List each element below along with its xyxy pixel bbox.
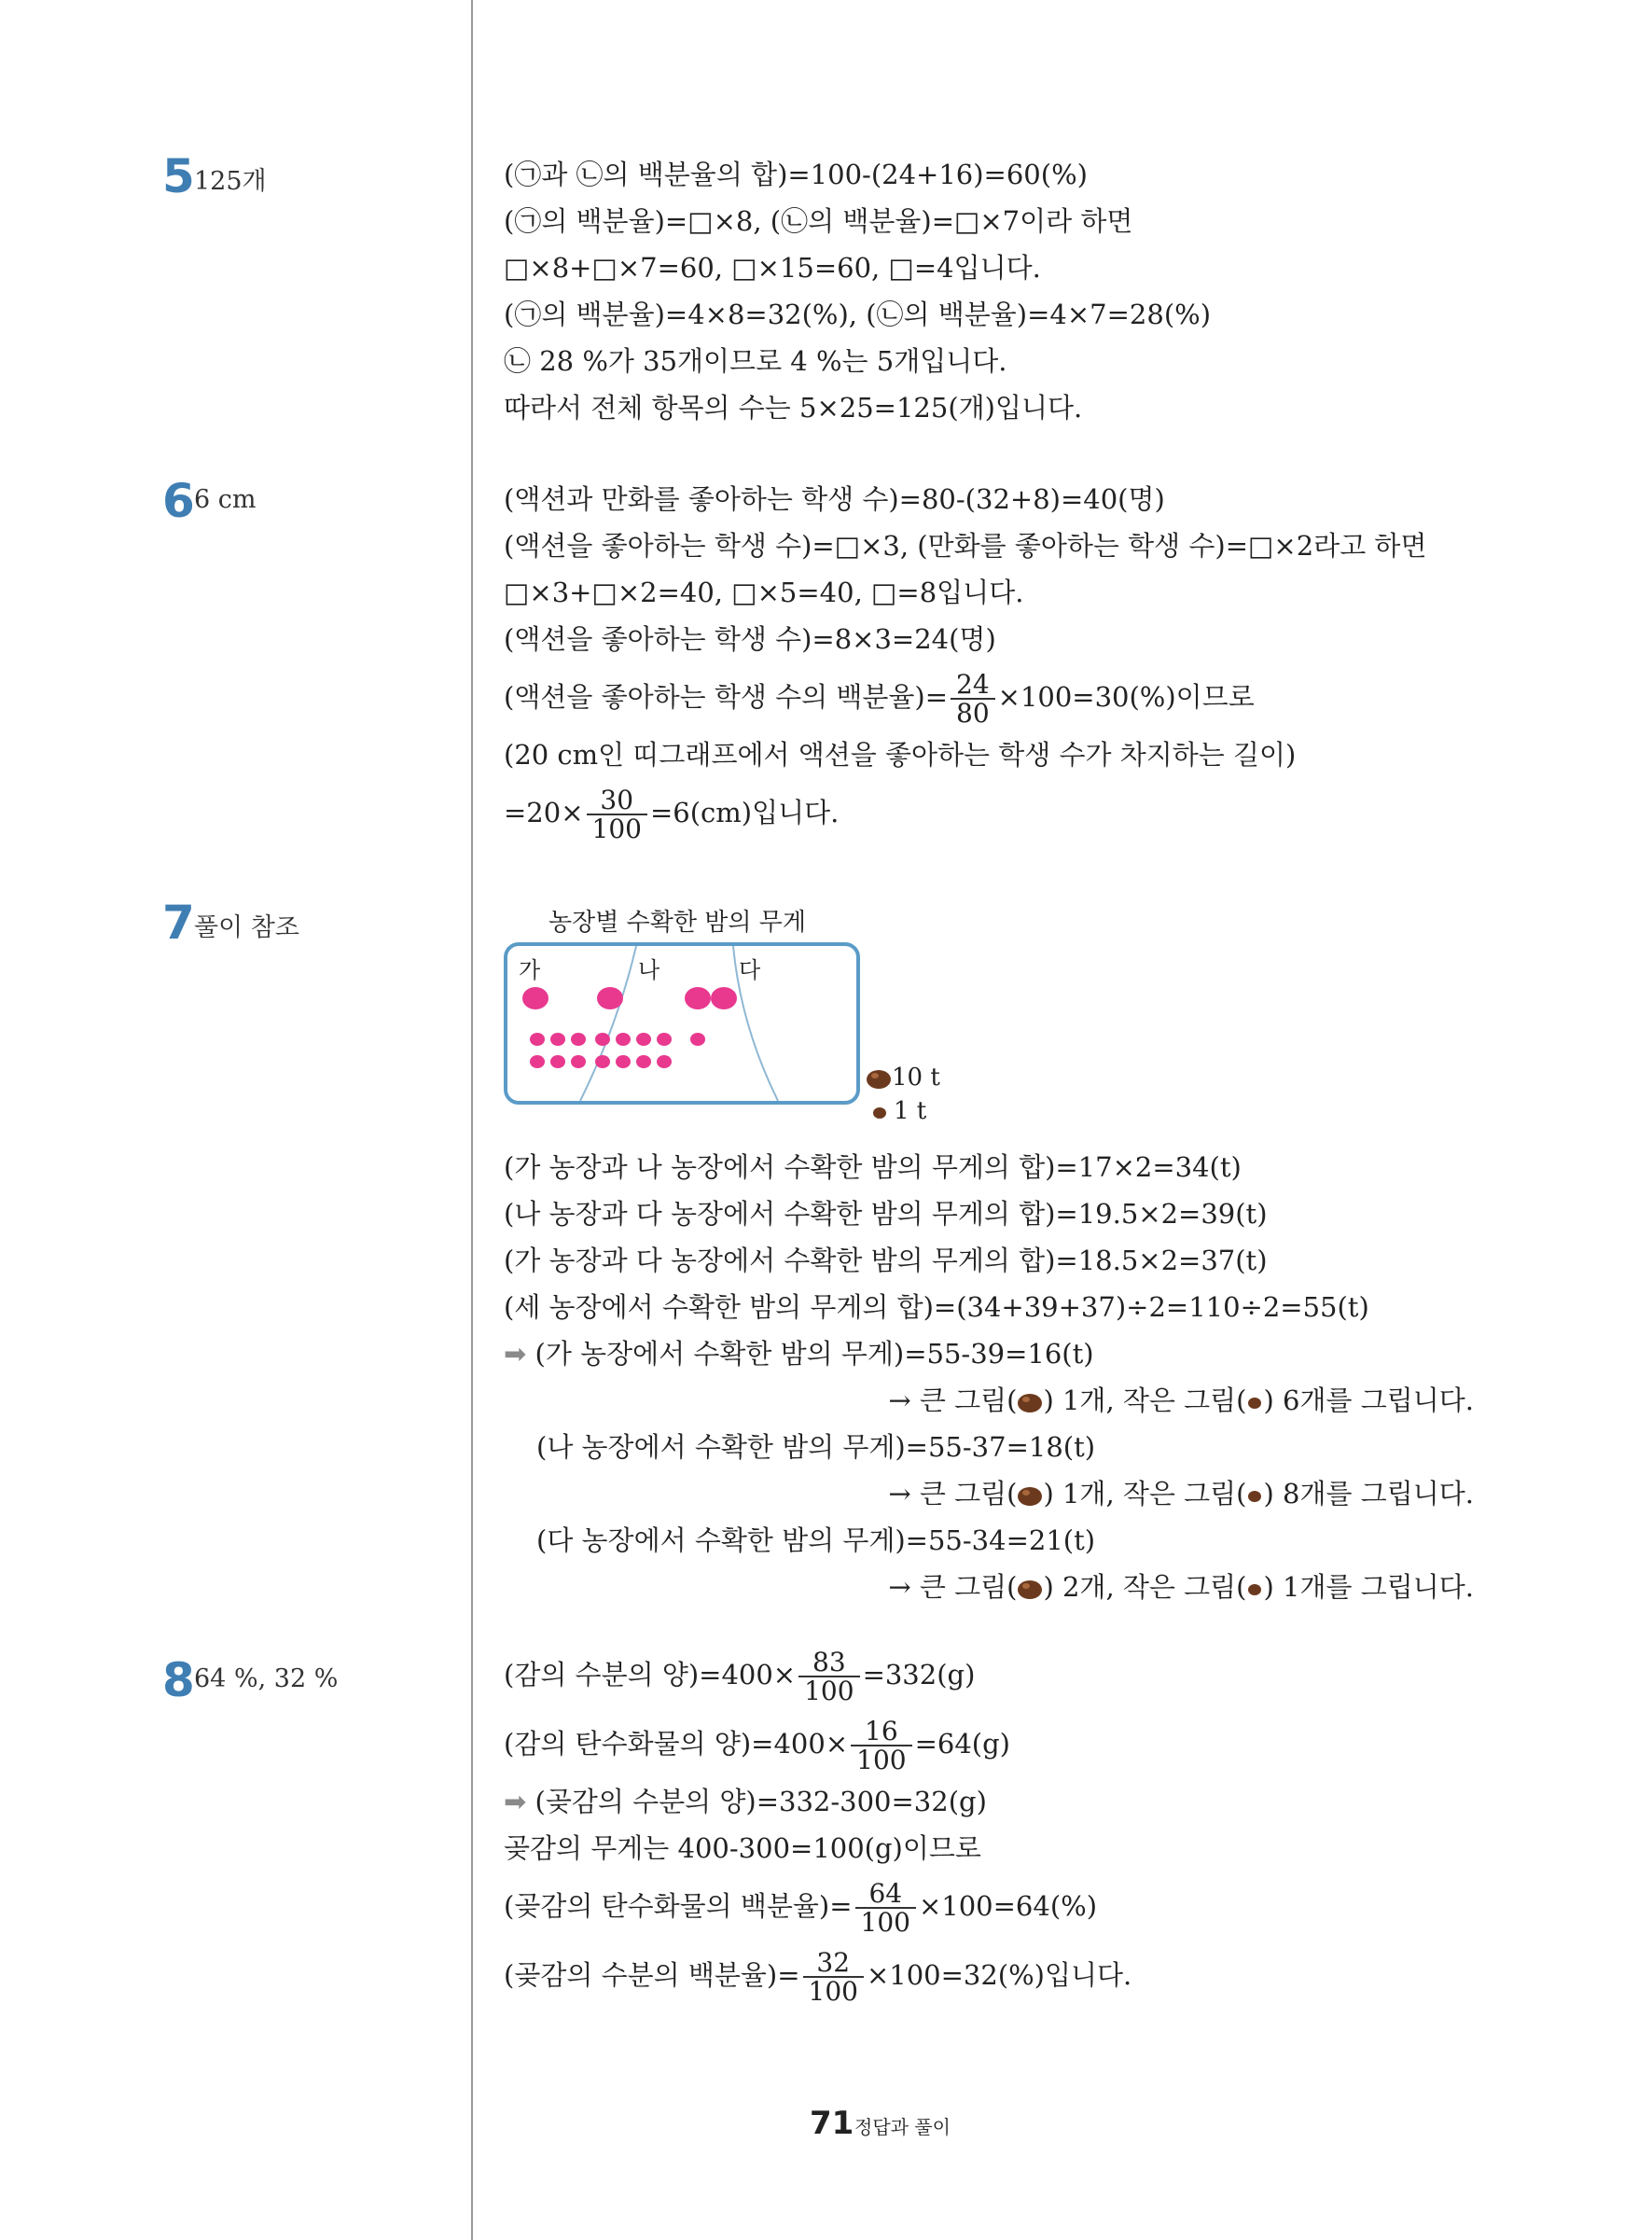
solution-line: (가 농장과 다 농장에서 수확한 밤의 무게의 합)=18.5×2=37(t) bbox=[504, 1245, 1268, 1276]
solution-line: (㉠의 백분율)=4×8=32(%), (㉡의 백분율)=4×7=28(%) bbox=[504, 299, 1212, 330]
farm-divider bbox=[580, 946, 636, 1101]
small-marker bbox=[595, 1033, 610, 1046]
farm-label: 나 bbox=[638, 957, 660, 983]
small-marker bbox=[690, 1033, 705, 1046]
solution-line: (㉠과 ㉡의 백분율의 합)=100-(24+16)=60(%) bbox=[504, 159, 1088, 190]
formula-text: =6(cm)입니다. bbox=[649, 797, 840, 828]
solution-line: (㉠의 백분율)=□×8, (㉡의 백분율)=□×7이라 하면 bbox=[504, 205, 1133, 237]
numerator: 16 bbox=[851, 1718, 911, 1746]
solution-line: (액션을 좋아하는 학생 수)=□×3, (만화를 좋아하는 학생 수)=□×2라고 하면 bbox=[504, 530, 1427, 562]
formula-text: ) 2개, 작은 그림( bbox=[1043, 1571, 1247, 1603]
formula-text: ×100=32(%)입니다. bbox=[866, 1959, 1132, 1991]
solution-line bbox=[504, 778, 1604, 847]
solution-line: □×3+□×2=40, □×5=40, □=8입니다. bbox=[504, 577, 1024, 608]
solution-line: (액션과 만화를 좋아하는 학생 수)=80-(32+8)=40(명) bbox=[504, 483, 1165, 515]
fraction bbox=[855, 1877, 916, 1938]
solution-lines bbox=[504, 151, 1604, 431]
problem-answer: 풀이 참조 bbox=[194, 913, 299, 942]
small-marker bbox=[550, 1033, 565, 1046]
small-chestnut-icon bbox=[1246, 1581, 1263, 1596]
solution-lines bbox=[504, 1144, 1604, 1610]
page-number: 71 bbox=[810, 2105, 854, 2142]
formula-text: ) 1개, 작은 그림( bbox=[1043, 1478, 1247, 1510]
solution-line: (나 농장과 다 농장에서 수확한 밤의 무게의 합)=19.5×2=39(t) bbox=[504, 1198, 1268, 1230]
formula-text: (액션을 좋아하는 학생 수의 백분율)= bbox=[504, 681, 948, 713]
farm-label: 다 bbox=[739, 957, 761, 983]
formula-text: → 큰 그림( bbox=[888, 1384, 1018, 1416]
small-marker bbox=[530, 1033, 545, 1046]
small-marker bbox=[616, 1033, 631, 1046]
big-chestnut-icon bbox=[1017, 1578, 1043, 1600]
fraction bbox=[803, 1946, 864, 2007]
solution-line bbox=[504, 1330, 1604, 1377]
numerator: 64 bbox=[855, 1880, 916, 1909]
column-divider bbox=[471, 0, 473, 2240]
formula-text: ) 1개, 작은 그림( bbox=[1043, 1384, 1247, 1416]
formula-text: =332(g) bbox=[862, 1659, 976, 1690]
solution-lines bbox=[504, 476, 1604, 847]
denominator: 80 bbox=[956, 698, 990, 729]
legend-big bbox=[866, 1064, 940, 1092]
solution-line bbox=[504, 1564, 1604, 1610]
denominator: 100 bbox=[804, 1676, 854, 1706]
fraction bbox=[851, 1715, 911, 1775]
formula-text: =64(g) bbox=[914, 1728, 1010, 1760]
solution-line bbox=[504, 1470, 1604, 1517]
solution-line bbox=[504, 1871, 1604, 1941]
solution-line: □×8+□×7=60, □×15=60, □=4입니다. bbox=[504, 252, 1041, 284]
small-marker bbox=[636, 1033, 651, 1046]
farm-label: 가 bbox=[519, 957, 541, 983]
small-chestnut-icon bbox=[1246, 1488, 1263, 1503]
big-marker bbox=[522, 987, 548, 1009]
solution-line: (20 cm인 띠그래프에서 액션을 좋아하는 학생 수가 차지하는 길이) bbox=[504, 739, 1297, 771]
numerator: 30 bbox=[587, 786, 647, 815]
pictograph-chart bbox=[504, 942, 860, 1105]
chart-icons bbox=[522, 987, 737, 1068]
numerator: 32 bbox=[803, 1949, 864, 1978]
solution-line: (세 농장에서 수확한 밤의 무게의 합)=(34+39+37)÷2=110÷2=55(t) bbox=[504, 1291, 1369, 1323]
legend-label: 10 t bbox=[892, 1064, 940, 1092]
solution-line: (나 농장에서 수확한 밤의 무게)=55-37=18(t) bbox=[536, 1431, 1096, 1463]
problem-number: 5 bbox=[162, 149, 195, 203]
big-chestnut-icon bbox=[1017, 1484, 1043, 1507]
fraction bbox=[798, 1646, 859, 1706]
big-marker bbox=[597, 987, 623, 1009]
solution-line: 따라서 전체 항목의 수는 5×25=125(개)입니다. bbox=[504, 392, 1083, 424]
solution-line: ㉡ 28 %가 35개이므로 4 %는 5개입니다. bbox=[504, 345, 1007, 377]
formula-text: ) 1개를 그립니다. bbox=[1263, 1571, 1474, 1603]
solution-line bbox=[504, 1778, 1604, 1825]
formula-text: (곶감의 탄수화물의 백분율)= bbox=[504, 1890, 853, 1922]
formula-text: (가 농장에서 수확한 밤의 무게)=55-39=16(t) bbox=[534, 1338, 1094, 1370]
solution-line bbox=[504, 1377, 1604, 1424]
solution-line: (가 농장과 나 농장에서 수확한 밤의 무게의 합)=17×2=34(t) bbox=[504, 1151, 1242, 1183]
small-marker bbox=[616, 1055, 631, 1068]
problem-number: 8 bbox=[162, 1653, 195, 1707]
solution-line bbox=[504, 1709, 1604, 1778]
formula-text: (감의 수분의 양)=400× bbox=[504, 1659, 797, 1690]
formula-text: ×100=64(%) bbox=[918, 1890, 1098, 1922]
numerator: 83 bbox=[798, 1649, 859, 1677]
legend-small bbox=[871, 1097, 926, 1125]
formula-text: (곶감의 수분의 백분율)= bbox=[504, 1959, 800, 1991]
fraction bbox=[951, 668, 995, 729]
formula-text: =20× bbox=[504, 797, 584, 828]
solution-line bbox=[504, 1941, 1604, 2010]
arrow-icon: ➡ bbox=[504, 1786, 527, 1817]
formula-text: → 큰 그림( bbox=[888, 1571, 1018, 1603]
solution-line bbox=[504, 662, 1604, 731]
small-marker bbox=[530, 1055, 545, 1068]
denominator: 100 bbox=[591, 814, 642, 844]
arrow-icon: ➡ bbox=[504, 1338, 527, 1370]
formula-text: ) 6개를 그립니다. bbox=[1263, 1384, 1474, 1416]
problem-answer: 125개 bbox=[194, 167, 267, 196]
legend-label: 1 t bbox=[894, 1097, 927, 1125]
problem-answer: 64 %, 32 % bbox=[194, 1664, 339, 1693]
pictograph-svg bbox=[507, 946, 856, 1101]
big-chestnut-icon bbox=[866, 1067, 892, 1090]
problem-answer: 6 cm bbox=[194, 485, 257, 514]
small-chestnut-icon bbox=[871, 1105, 888, 1120]
small-marker bbox=[657, 1033, 672, 1046]
denominator: 100 bbox=[856, 1745, 907, 1775]
formula-text: ) 8개를 그립니다. bbox=[1263, 1478, 1474, 1510]
numerator: 24 bbox=[951, 671, 995, 700]
formula-text: (곶감의 수분의 양)=332-300=32(g) bbox=[534, 1786, 987, 1817]
denominator: 100 bbox=[860, 1907, 910, 1938]
denominator: 100 bbox=[808, 1976, 858, 2007]
solution-lines bbox=[504, 1640, 1604, 2010]
big-chestnut-icon bbox=[1017, 1391, 1043, 1413]
big-marker bbox=[685, 987, 711, 1009]
small-marker bbox=[595, 1055, 610, 1068]
formula-text: → 큰 그림( bbox=[888, 1478, 1018, 1510]
small-marker bbox=[657, 1055, 672, 1068]
big-marker bbox=[711, 987, 737, 1009]
small-marker bbox=[571, 1055, 586, 1068]
solution-line: (다 농장에서 수확한 밤의 무게)=55-34=21(t) bbox=[536, 1524, 1096, 1556]
chart-title: 농장별 수확한 밤의 무게 bbox=[548, 909, 806, 937]
small-marker bbox=[571, 1033, 586, 1046]
solution-line bbox=[504, 1640, 1604, 1709]
formula-text: ×100=30(%)이므로 bbox=[997, 681, 1255, 713]
fraction bbox=[587, 786, 647, 843]
small-marker bbox=[550, 1055, 565, 1068]
solution-line: (액션을 좋아하는 학생 수)=8×3=24(명) bbox=[504, 623, 996, 655]
small-marker bbox=[636, 1055, 651, 1068]
small-chestnut-icon bbox=[1246, 1395, 1263, 1410]
problem-number: 6 bbox=[162, 474, 195, 528]
solution-line: 곶감의 무게는 400-300=100(g)이므로 bbox=[504, 1832, 981, 1864]
footer-label: 정답과 풀이 bbox=[854, 2116, 951, 2138]
problem-number: 7 bbox=[162, 896, 195, 950]
formula-text: (감의 탄수화물의 양)=400× bbox=[504, 1728, 849, 1760]
